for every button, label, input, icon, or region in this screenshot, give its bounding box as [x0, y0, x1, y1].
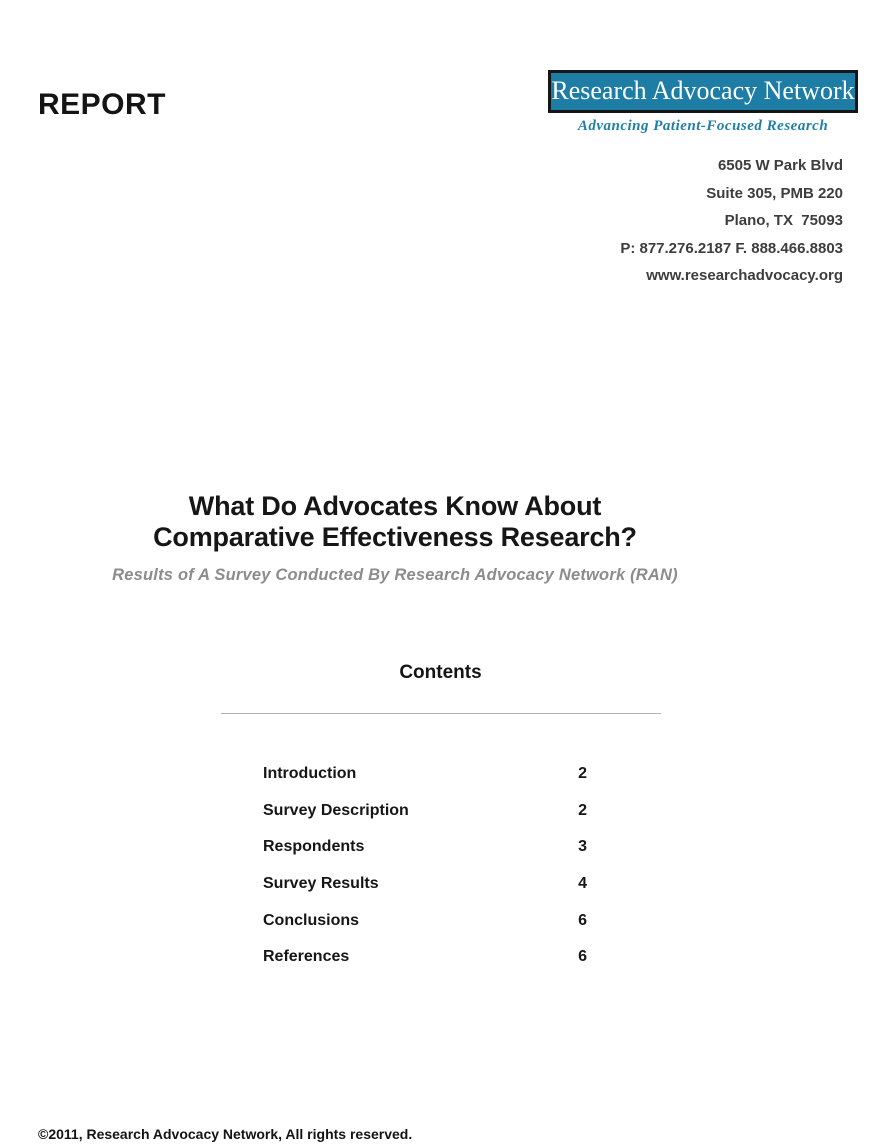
contents-section [0, 662, 881, 714]
toc-entry-introduction [263, 765, 587, 783]
toc-entry-page: 4 [578, 875, 587, 893]
logo-banner-text: Research Advocacy Network [551, 75, 855, 105]
toc-entry-page: 2 [578, 801, 587, 819]
toc-entry-label: References [263, 948, 350, 966]
toc-entry-respondents [263, 838, 587, 856]
document-title [0, 491, 790, 553]
toc-entry-label: Survey Results [263, 875, 379, 893]
document-title-line1: What Do Advocates Know About [188, 491, 602, 521]
toc-entry-label: Respondents [263, 838, 365, 856]
toc-entry-label: Survey Description [263, 801, 409, 819]
logo-banner [548, 70, 858, 113]
toc-entry-references [263, 948, 587, 966]
copyright-footer: ©2011, Research Advocacy Network, All rights reserved. [38, 1126, 413, 1142]
toc-entry-label: Introduction [263, 765, 357, 782]
contact-address-block [620, 152, 843, 290]
organization-logo [548, 70, 858, 135]
toc-entry-conclusions [263, 912, 587, 930]
document-title-line2: Comparative Effectiveness Research? [153, 522, 637, 552]
contents-heading: Contents [399, 662, 482, 683]
toc-entry-label: Conclusions [263, 911, 360, 929]
toc-entry-page: 2 [578, 765, 587, 782]
phone-fax-line: P: 877.276.2187 F. 888.466.8803 [620, 239, 843, 257]
toc-entry-page: 6 [578, 911, 587, 929]
table-of-contents [263, 765, 587, 985]
address-line-1: 6505 W Park Blvd [717, 157, 843, 174]
address-line-3: Plano, TX 75093 [724, 212, 843, 230]
toc-entry-page: 6 [578, 948, 587, 966]
toc-entry-survey-results [263, 875, 587, 893]
document-subtitle: Results of A Survey Conducted By Research Advocacy Network (RAN) [112, 566, 678, 584]
logo-tagline: Advancing Patient-Focused Research [577, 118, 829, 134]
contents-divider [221, 713, 661, 714]
title-block [0, 491, 790, 585]
website-url: www.researchadvocacy.org [646, 267, 843, 285]
report-label: REPORT [38, 88, 167, 121]
toc-entry-page: 3 [578, 838, 587, 856]
address-line-2: Suite 305, PMB 220 [706, 184, 843, 202]
toc-entry-survey-description [263, 802, 587, 820]
